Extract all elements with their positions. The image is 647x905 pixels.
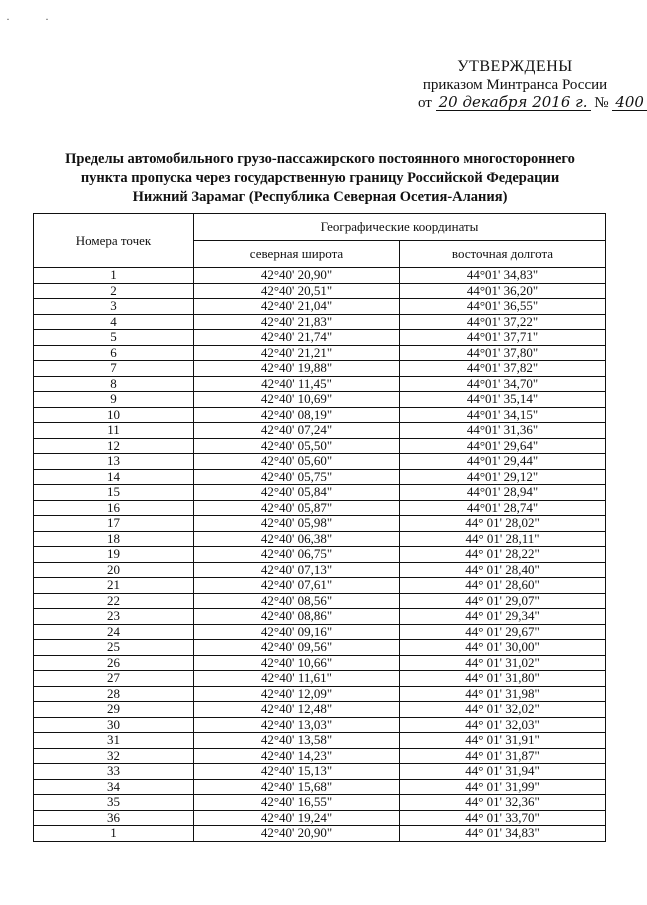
latitude-cell: 42°40' 05,50"	[194, 438, 400, 454]
order-line: приказом Минтранса России	[422, 77, 608, 93]
latitude-cell: 42°40' 11,45"	[194, 376, 400, 392]
header-east-longitude: восточная долгота	[400, 241, 606, 268]
point-number-cell: 25	[34, 640, 194, 656]
longitude-cell: 44° 01' 34,83"	[400, 826, 606, 842]
point-number-cell: 33	[34, 764, 194, 780]
latitude-cell: 42°40' 07,13"	[194, 562, 400, 578]
table-row	[34, 407, 606, 423]
latitude-cell: 42°40' 05,87"	[194, 500, 400, 516]
header-north-latitude: северная широта	[194, 241, 400, 268]
table-row	[34, 314, 606, 330]
point-number-cell: 6	[34, 345, 194, 361]
table-row	[34, 717, 606, 733]
longitude-cell: 44°01' 31,36"	[400, 423, 606, 439]
header-point-numbers: Номера точек	[34, 214, 194, 268]
latitude-cell: 42°40' 08,56"	[194, 593, 400, 609]
table-row	[34, 686, 606, 702]
longitude-cell: 44°01' 36,20"	[400, 283, 606, 299]
latitude-cell: 42°40' 05,98"	[194, 516, 400, 532]
table-row	[34, 454, 606, 470]
table-row	[34, 283, 606, 299]
longitude-cell: 44° 01' 31,99"	[400, 779, 606, 795]
point-number-cell: 11	[34, 423, 194, 439]
latitude-cell: 42°40' 07,24"	[194, 423, 400, 439]
point-number-cell: 27	[34, 671, 194, 687]
latitude-cell: 42°40' 20,90"	[194, 826, 400, 842]
point-number-cell: 17	[34, 516, 194, 532]
handwritten-date: 20 декабря 2016 г.	[436, 95, 591, 111]
title-line-2: пункта пропуска через государственную границу Российской Федерации	[80, 170, 560, 186]
longitude-cell: 44° 01' 28,11"	[400, 531, 606, 547]
table-row	[34, 330, 606, 346]
table-row	[34, 748, 606, 764]
longitude-cell: 44°01' 35,14"	[400, 392, 606, 408]
latitude-cell: 42°40' 12,09"	[194, 686, 400, 702]
table-row	[34, 578, 606, 594]
latitude-cell: 42°40' 06,38"	[194, 531, 400, 547]
from-label: от	[418, 95, 432, 111]
latitude-cell: 42°40' 19,24"	[194, 810, 400, 826]
latitude-cell: 42°40' 21,74"	[194, 330, 400, 346]
longitude-cell: 44° 01' 32,02"	[400, 702, 606, 718]
longitude-cell: 44° 01' 29,34"	[400, 609, 606, 625]
longitude-cell: 44° 01' 33,70"	[400, 810, 606, 826]
table-row	[34, 795, 606, 811]
longitude-cell: 44°01' 34,15"	[400, 407, 606, 423]
longitude-cell: 44°01' 37,82"	[400, 361, 606, 377]
longitude-cell: 44° 01' 32,03"	[400, 717, 606, 733]
table-row	[34, 609, 606, 625]
table-row	[34, 299, 606, 315]
longitude-cell: 44°01' 37,80"	[400, 345, 606, 361]
point-number-cell: 5	[34, 330, 194, 346]
table-row	[34, 376, 606, 392]
longitude-cell: 44° 01' 32,36"	[400, 795, 606, 811]
title-line-3: Нижний Зарамаг (Республика Северная Осетия-Алания)	[132, 189, 508, 205]
point-number-cell: 15	[34, 485, 194, 501]
longitude-cell: 44° 01' 31,98"	[400, 686, 606, 702]
point-number-cell: 18	[34, 531, 194, 547]
coordinates-table	[33, 213, 606, 842]
table-row	[34, 469, 606, 485]
point-number-cell: 3	[34, 299, 194, 315]
longitude-cell: 44°01' 34,70"	[400, 376, 606, 392]
table-row	[34, 438, 606, 454]
latitude-cell: 42°40' 20,90"	[194, 268, 400, 284]
handwritten-number: 400	[612, 95, 647, 111]
point-number-cell: 26	[34, 655, 194, 671]
table-row	[34, 779, 606, 795]
latitude-cell: 42°40' 05,60"	[194, 454, 400, 470]
longitude-cell: 44° 01' 28,22"	[400, 547, 606, 563]
latitude-cell: 42°40' 21,21"	[194, 345, 400, 361]
latitude-cell: 42°40' 11,61"	[194, 671, 400, 687]
table-row	[34, 485, 606, 501]
latitude-cell: 42°40' 05,84"	[194, 485, 400, 501]
latitude-cell: 42°40' 20,51"	[194, 283, 400, 299]
point-number-cell: 13	[34, 454, 194, 470]
latitude-cell: 42°40' 13,58"	[194, 733, 400, 749]
longitude-cell: 44°01' 28,94"	[400, 485, 606, 501]
table-row	[34, 640, 606, 656]
point-number-cell: 21	[34, 578, 194, 594]
table-row	[34, 361, 606, 377]
point-number-cell: 35	[34, 795, 194, 811]
point-number-cell: 32	[34, 748, 194, 764]
table-row	[34, 593, 606, 609]
table-row	[34, 671, 606, 687]
point-number-cell: 31	[34, 733, 194, 749]
longitude-cell: 44° 01' 31,91"	[400, 733, 606, 749]
longitude-cell: 44°01' 37,22"	[400, 314, 606, 330]
scan-corner-marks: · ·	[6, 12, 65, 26]
point-number-cell: 30	[34, 717, 194, 733]
table-row	[34, 733, 606, 749]
point-number-cell: 20	[34, 562, 194, 578]
longitude-cell: 44° 01' 30,00"	[400, 640, 606, 656]
point-number-cell: 36	[34, 810, 194, 826]
table-row	[34, 547, 606, 563]
latitude-cell: 42°40' 12,48"	[194, 702, 400, 718]
number-label: №	[594, 95, 609, 111]
table-row	[34, 268, 606, 284]
latitude-cell: 42°40' 09,56"	[194, 640, 400, 656]
table-row	[34, 764, 606, 780]
point-number-cell: 8	[34, 376, 194, 392]
latitude-cell: 42°40' 07,61"	[194, 578, 400, 594]
point-number-cell: 7	[34, 361, 194, 377]
longitude-cell: 44°01' 34,83"	[400, 268, 606, 284]
document-title	[40, 150, 600, 207]
latitude-cell: 42°40' 13,03"	[194, 717, 400, 733]
latitude-cell: 42°40' 15,68"	[194, 779, 400, 795]
latitude-cell: 42°40' 15,13"	[194, 764, 400, 780]
latitude-cell: 42°40' 21,83"	[194, 314, 400, 330]
point-number-cell: 4	[34, 314, 194, 330]
table-row	[34, 345, 606, 361]
latitude-cell: 42°40' 19,88"	[194, 361, 400, 377]
latitude-cell: 42°40' 10,66"	[194, 655, 400, 671]
table-row	[34, 624, 606, 640]
point-number-cell: 22	[34, 593, 194, 609]
title-line-1: Пределы автомобильного грузо-пассажирского постоянного многостороннего	[65, 151, 575, 167]
longitude-cell: 44° 01' 31,02"	[400, 655, 606, 671]
longitude-cell: 44° 01' 28,02"	[400, 516, 606, 532]
longitude-cell: 44°01' 29,44"	[400, 454, 606, 470]
order-date-line	[418, 93, 644, 112]
longitude-cell: 44° 01' 28,40"	[400, 562, 606, 578]
longitude-cell: 44° 01' 31,94"	[400, 764, 606, 780]
point-number-cell: 9	[34, 392, 194, 408]
point-number-cell: 28	[34, 686, 194, 702]
point-number-cell: 24	[34, 624, 194, 640]
longitude-cell: 44° 01' 29,67"	[400, 624, 606, 640]
point-number-cell: 12	[34, 438, 194, 454]
table-row	[34, 810, 606, 826]
point-number-cell: 19	[34, 547, 194, 563]
longitude-cell: 44°01' 28,74"	[400, 500, 606, 516]
latitude-cell: 42°40' 06,75"	[194, 547, 400, 563]
table-row	[34, 392, 606, 408]
latitude-cell: 42°40' 08,86"	[194, 609, 400, 625]
point-number-cell: 23	[34, 609, 194, 625]
latitude-cell: 42°40' 14,23"	[194, 748, 400, 764]
table-row	[34, 655, 606, 671]
latitude-cell: 42°40' 21,04"	[194, 299, 400, 315]
approval-block	[410, 58, 644, 112]
table-body	[34, 268, 606, 842]
point-number-cell: 2	[34, 283, 194, 299]
approved-heading: УТВЕРЖДЕНЫ	[457, 58, 573, 75]
table-row	[34, 500, 606, 516]
point-number-cell: 1	[34, 268, 194, 284]
latitude-cell: 42°40' 09,16"	[194, 624, 400, 640]
latitude-cell: 42°40' 16,55"	[194, 795, 400, 811]
point-number-cell: 14	[34, 469, 194, 485]
latitude-cell: 42°40' 10,69"	[194, 392, 400, 408]
point-number-cell: 34	[34, 779, 194, 795]
table-row	[34, 562, 606, 578]
point-number-cell: 10	[34, 407, 194, 423]
header-geo-coords: Географические координаты	[194, 214, 606, 241]
longitude-cell: 44°01' 29,12"	[400, 469, 606, 485]
table-row	[34, 826, 606, 842]
longitude-cell: 44°01' 37,71"	[400, 330, 606, 346]
longitude-cell: 44°01' 36,55"	[400, 299, 606, 315]
table-row	[34, 702, 606, 718]
longitude-cell: 44° 01' 31,80"	[400, 671, 606, 687]
table-row	[34, 531, 606, 547]
longitude-cell: 44° 01' 28,60"	[400, 578, 606, 594]
point-number-cell: 1	[34, 826, 194, 842]
longitude-cell: 44° 01' 31,87"	[400, 748, 606, 764]
latitude-cell: 42°40' 05,75"	[194, 469, 400, 485]
table-row	[34, 423, 606, 439]
point-number-cell: 29	[34, 702, 194, 718]
table-row	[34, 516, 606, 532]
latitude-cell: 42°40' 08,19"	[194, 407, 400, 423]
point-number-cell: 16	[34, 500, 194, 516]
longitude-cell: 44° 01' 29,07"	[400, 593, 606, 609]
longitude-cell: 44°01' 29,64"	[400, 438, 606, 454]
